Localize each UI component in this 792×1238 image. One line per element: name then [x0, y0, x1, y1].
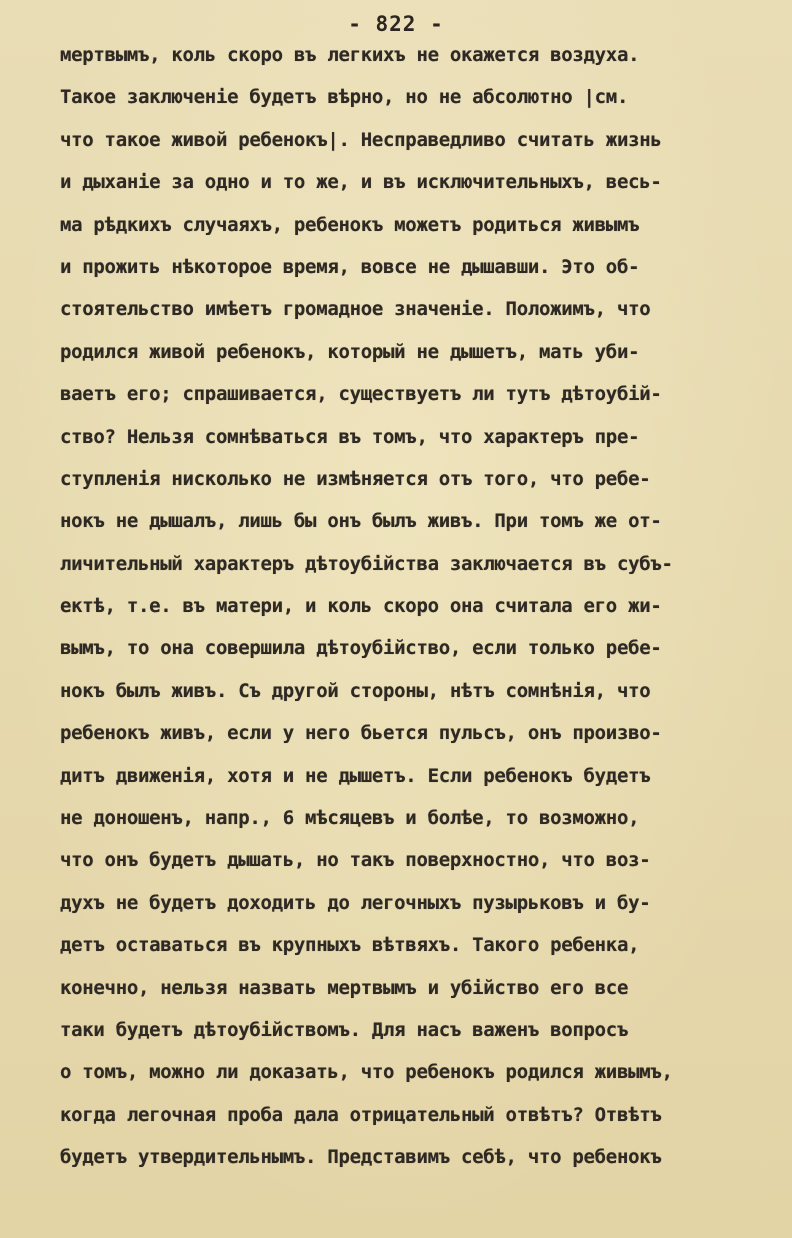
text-line: нокъ не дышалъ, лишь бы онъ былъ живъ. При томъ же от-	[60, 510, 662, 533]
text-line: детъ оставаться въ крупныхъ вѣтвяхъ. Такого ребенка,	[60, 934, 640, 957]
text-line: духъ не будетъ доходить до легочныхъ пузырьковъ и бу-	[60, 891, 651, 914]
text-line: о томъ, можно ли доказать, что ребенокъ родился живымъ,	[60, 1061, 673, 1084]
text-line: Такое заключенiе будетъ вѣрно, но не абсолютно |см.	[60, 86, 629, 109]
text-line: будетъ утвердительнымъ. Представимъ себѣ, что ребенокъ	[60, 1146, 662, 1169]
text-line: ство? Нельзя сомнѣваться въ томъ, что характеръ пре-	[60, 425, 640, 448]
text-line: конечно, нельзя назвать мертвымъ и убiйство его все	[60, 976, 629, 999]
text-line: что такое живой ребенокъ|. Несправедливо считать жизнь	[60, 128, 662, 151]
text-line: ма рѣдкихъ случаяхъ, ребенокъ можетъ родиться живымъ	[60, 213, 640, 236]
text-line: не доношенъ, напр., 6 мѣсяцевъ и болѣе, то возможно,	[60, 807, 640, 830]
text-line: ступленiя нисколько не измѣняется отъ того, что ребе-	[60, 467, 651, 490]
text-line: что онъ будетъ дышать, но такъ поверхностно, что воз-	[60, 849, 651, 872]
page-number: - 822 -	[348, 12, 444, 36]
text-line: родился живой ребенокъ, который не дышетъ, мать уби-	[60, 340, 640, 363]
body-text	[60, 34, 760, 1179]
text-line: вымъ, то она совершила дѣтоубiйство, если только ребе-	[60, 637, 662, 660]
text-line: и дыханiе за одно и то же, и въ исключительныхъ, весь-	[60, 171, 662, 194]
text-line: когда легочная проба дала отрицательный отвѣтъ? Отвѣтъ	[60, 1103, 662, 1126]
text-line: и прожить нѣкоторое время, вовсе не дышавши. Это об-	[60, 255, 640, 278]
text-line: мертвымъ, коль скоро въ легкихъ не окажется воздуха.	[60, 44, 640, 66]
text-line: стоятельство имѣетъ громадное значенiе. Положимъ, что	[60, 298, 651, 321]
text-line: ваетъ его; спрашивается, существуетъ ли тутъ дѣтоубiй-	[60, 383, 662, 406]
text-line: ектѣ, т.е. въ матери, и коль скоро она считала его жи-	[60, 595, 662, 618]
text-line: личительный характеръ дѣтоубiйства заключается въ субъ-	[60, 552, 673, 575]
text-line: дитъ движенiя, хотя и не дышетъ. Если ребенокъ будетъ	[60, 764, 651, 787]
text-line: таки будетъ дѣтоубiйствомъ. Для насъ важенъ вопросъ	[60, 1018, 629, 1041]
text-line: ребенокъ живъ, если у него бьется пульсъ, онъ произво-	[60, 722, 662, 745]
text-line: нокъ былъ живъ. Съ другой стороны, нѣтъ сомнѣнiя, что	[60, 679, 651, 702]
